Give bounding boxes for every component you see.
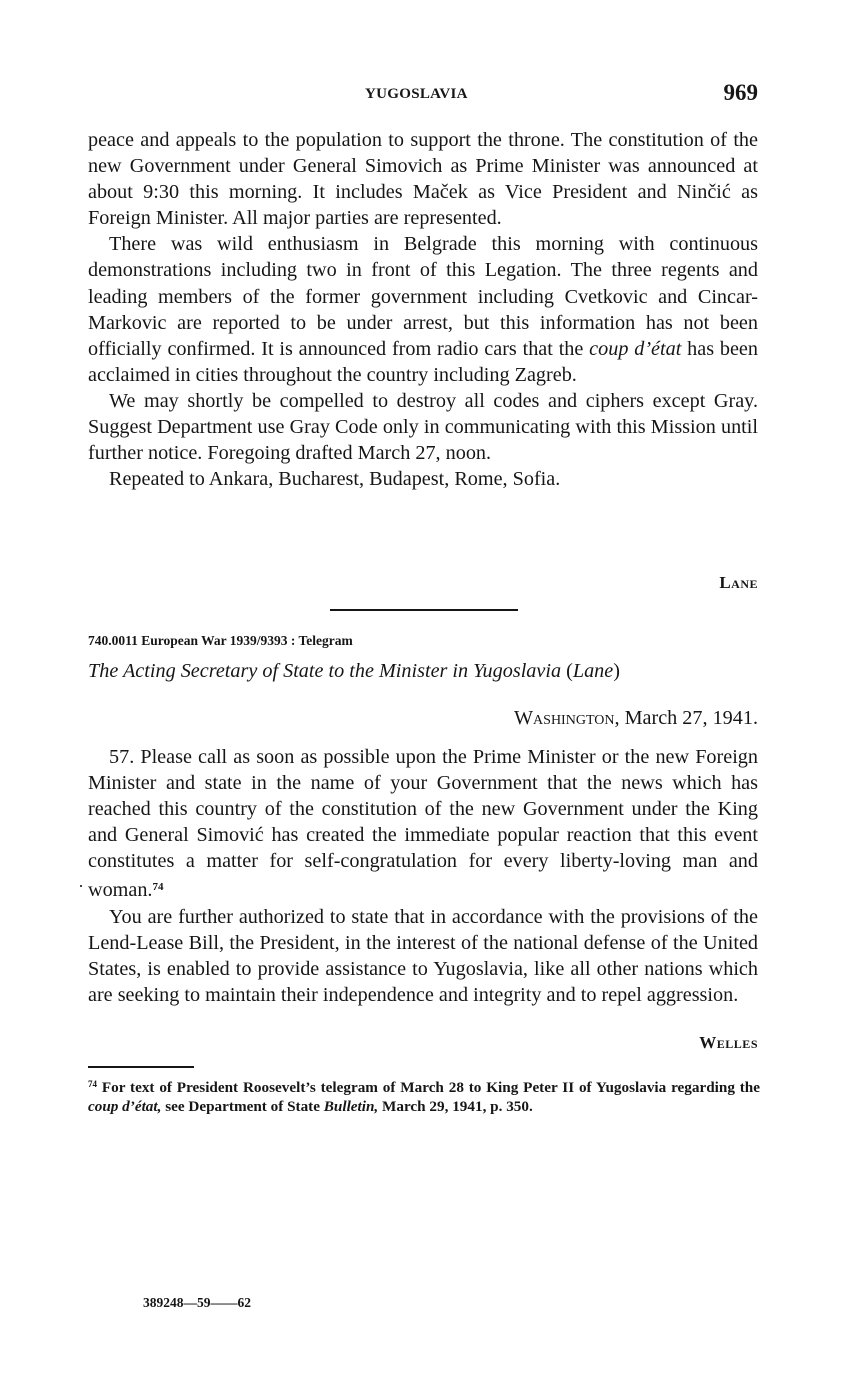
dateline	[514, 707, 758, 730]
footnote-rule	[88, 1066, 194, 1068]
section-divider	[330, 609, 518, 611]
footnote-marker: 74	[88, 1079, 97, 1089]
continued-telegram-body	[88, 127, 758, 492]
document-title	[88, 656, 758, 686]
paragraph-1: peace and appeals to the population to support the throne. The constitution of the new Government under General Simovich as Prime Minister was announced at about 9:30 this morning. It includes Maček as Vice President and Ninčić as Foreign Minister. All major parties are represented.	[88, 129, 758, 230]
printer-reference: 389248—59——62	[143, 1295, 251, 1310]
telegram-paragraph-1-text: 57. Please call as soon as possible upon the Prime Minister or the new Foreign Minister and state in the name of your Government that the news which has reached this country of the constitution of the new Government under the King and General Simović has created the immediate popular reaction that this event constitutes a matter for self-congratulation for every liberty-loving man and woman.	[88, 746, 758, 902]
footnote	[88, 1075, 760, 1117]
title-recipient: Lane	[572, 660, 614, 682]
paragraph-2-text-a: There was wild enthusiasm in Belgrade this morning with continuous demonstrations including two in front of this Legation. The three regents and leading members of the former government including Cvetkovic and Cincar-Markovic are reported to be under arrest, but this information has not been officially confirmed. It is announced from radio cars that the	[88, 233, 758, 360]
signature-welles: Welles	[699, 1033, 758, 1052]
footnote-text-e: March 29, 1941, p. 350.	[378, 1097, 533, 1115]
telegram-paragraph-1	[88, 744, 758, 904]
file-reference: 740.0011 European War 1939/9393 : Telegram	[88, 633, 353, 648]
paragraph-2-text-c: has been acclaimed in cities throughout the country including Zagreb.	[88, 337, 758, 386]
signature-lane: Lane	[719, 573, 758, 592]
footnote-reference: 74	[152, 881, 164, 894]
title-text: The Acting Secretary of State to the Minister in Yugoslavia	[88, 660, 562, 682]
title-paren-open: (	[566, 660, 573, 682]
dateline-date: March 27, 1941.	[619, 707, 758, 729]
telegram-paragraph-2: You are further authorized to state that in accordance with the provisions of the Lend-Lease Bill, the President, in the interest of the national defense of the United States, is enabled to provide assistance to Yugoslavia, like all other nations which are seeking to maintain their independence and integrity and to repel aggression.	[88, 905, 758, 1006]
footnote-italic-coup: coup d’état,	[88, 1097, 162, 1115]
title-paren-close: )	[613, 660, 620, 682]
paragraph-2-italic: coup d’état	[589, 337, 682, 360]
running-title: YUGOSLAVIA	[365, 86, 468, 102]
scan-speck	[80, 885, 82, 887]
paragraph-2	[88, 231, 758, 388]
paragraph-4: Repeated to Ankara, Bucharest, Budapest, Rome, Sofia.	[109, 468, 561, 491]
dateline-place: Washington,	[514, 707, 620, 729]
footnote-text-a: For text of President Roosevelt’s telegram of March 28 to King Peter II of Yugoslavia regarding the	[97, 1079, 760, 1096]
paragraph-3: We may shortly be compelled to destroy all codes and ciphers except Gray. Suggest Department use Gray Code only in communicating with this Mission until further notice. Foregoing drafted March 27, noon.	[88, 389, 758, 465]
footnote-text-c: see Department of State	[161, 1097, 324, 1115]
telegram-body	[88, 744, 758, 1008]
page-number: 969	[723, 80, 758, 105]
footnote-italic-bulletin: Bulletin,	[323, 1097, 379, 1115]
